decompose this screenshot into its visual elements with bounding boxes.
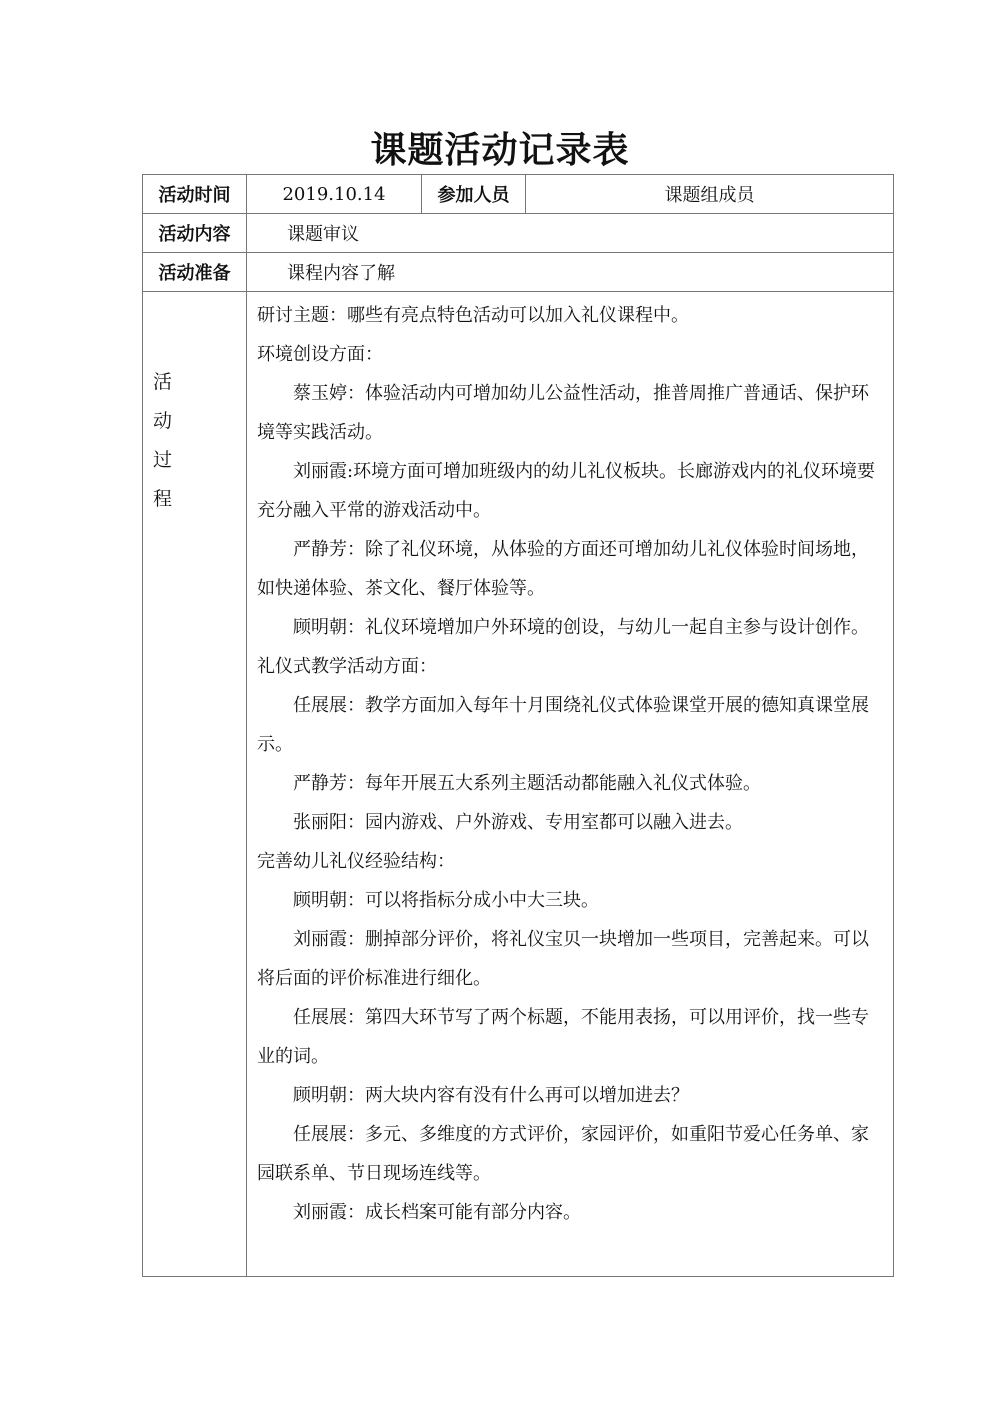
content-value: 课题审议 [247,214,894,253]
process-label [143,292,247,1277]
process-label-char: 程 [153,488,173,510]
time-value: 2019.10.14 [247,175,422,214]
time-label: 活动时间 [143,175,247,214]
comment-paragraph: 任展展：第四大环节写了两个标题，不能用表扬，可以用评价，找一些专业的词。 [257,1007,869,1067]
prep-row [143,253,894,292]
section-heading-teaching: 礼仪式教学活动方面： [257,656,437,677]
topic-paragraph: 研讨主题：哪些有亮点特色活动可以加入礼仪课程中。 [257,305,689,326]
comment-paragraph: 严静芳：每年开展五大系列主题活动都能融入礼仪式体验。 [293,773,761,794]
time-participants-row [143,175,894,214]
prep-value: 课程内容了解 [247,253,894,292]
comment-paragraph: 顾明朝：两大块内容有没有什么再可以增加进去？ [293,1085,689,1106]
activity-record-table [142,174,894,1277]
comment-paragraph: 顾明朝：可以将指标分成小中大三块。 [293,890,599,911]
comment-paragraph: 蔡玉婷：体验活动内可增加幼儿公益性活动，推普周推广普通话、保护环境等实践活动。 [257,383,869,443]
comment-paragraph: 顾明朝：礼仪环境增加户外环境的创设，与幼儿一起自主参与设计创作。 [293,617,869,638]
section-heading-environment: 环境创设方面： [257,344,383,365]
comment-paragraph: 刘丽霞：成长档案可能有部分内容。 [293,1202,581,1223]
document-title: 课题活动记录表 [370,130,630,171]
participants-label: 参加人员 [422,175,526,214]
section-heading-structure: 完善幼儿礼仪经验结构： [257,851,455,872]
process-content [247,292,894,1277]
process-row [143,292,894,1277]
process-label-char: 过 [153,449,173,471]
participants-value: 课题组成员 [526,175,894,214]
comment-paragraph: 张丽阳：园内游戏、户外游戏、专用室都可以融入进去。 [293,812,743,833]
comment-paragraph: 任展展：多元、多维度的方式评价，家园评价，如重阳节爱心任务单、家园联系单、节日现场连线等。 [257,1124,869,1184]
content-row [143,214,894,253]
prep-label: 活动准备 [143,253,247,292]
content-label: 活动内容 [143,214,247,253]
comment-paragraph: 严静芳：除了礼仪环境，从体验的方面还可增加幼儿礼仪体验时间场地，如快递体验、茶文化、餐厅体验等。 [257,539,869,599]
process-label-char: 活 [153,371,173,393]
process-label-char: 动 [153,410,173,432]
comment-paragraph: 任展展：教学方面加入每年十月围绕礼仪式体验课堂开展的德知真课堂展示。 [257,695,869,755]
comment-paragraph: 刘丽霞：删掉部分评价，将礼仪宝贝一块增加一些项目，完善起来。可以将后面的评价标准进行细化。 [257,929,869,989]
comment-paragraph: 刘丽霞:环境方面可增加班级内的幼儿礼仪板块。长廊游戏内的礼仪环境要充分融入平常的游戏活动中。 [257,461,876,521]
